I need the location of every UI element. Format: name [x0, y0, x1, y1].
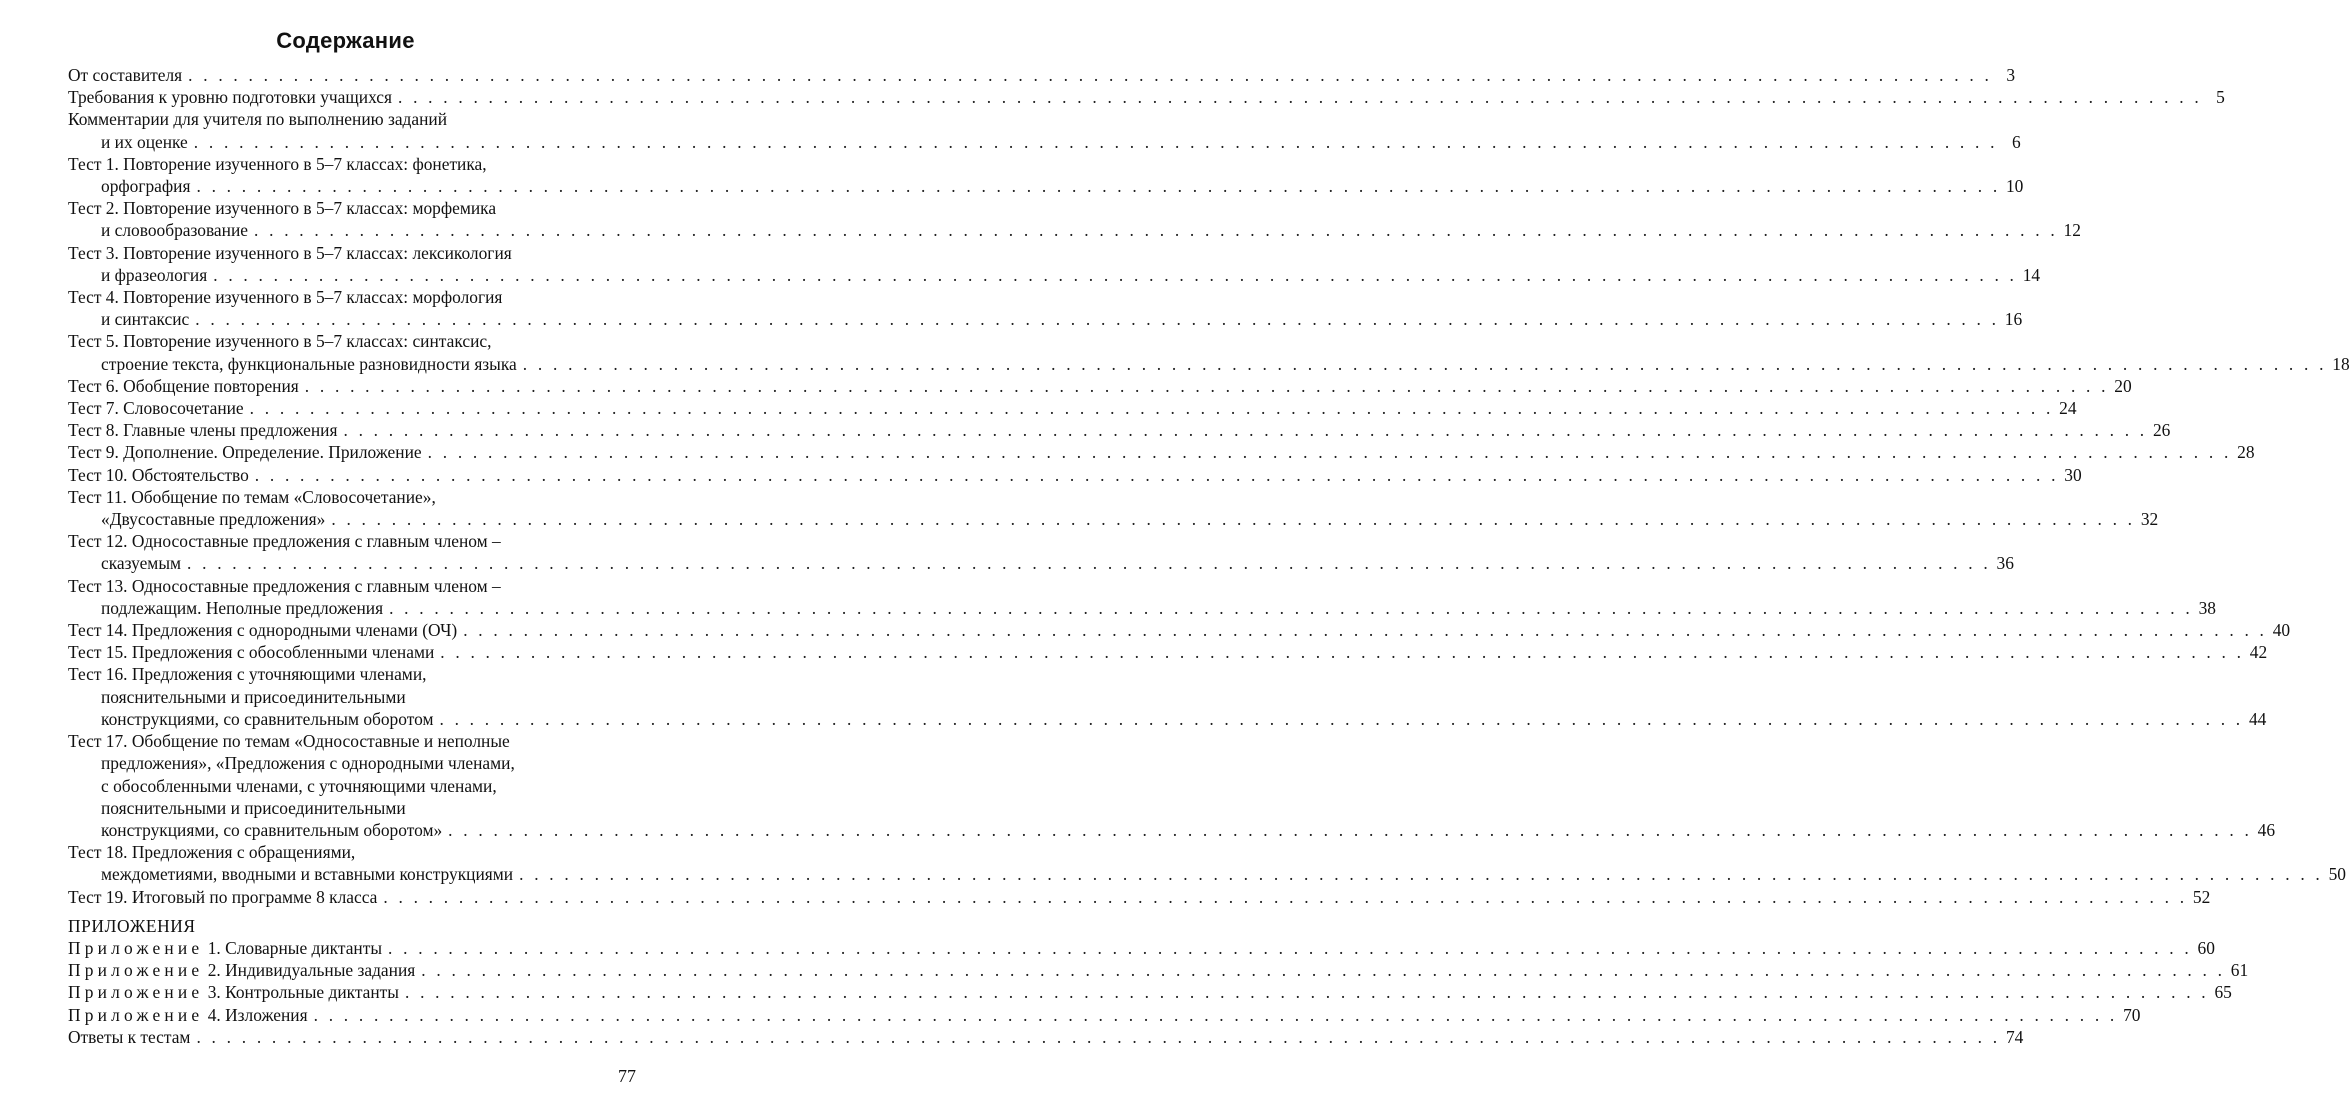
- toc-entry-row: [68, 708, 2267, 730]
- toc-entry-text: Тест 15. Предложения с обособленными членами: [68, 642, 435, 663]
- appendix-title: 2. Индивидуальные задания: [207, 960, 416, 981]
- dot-leader: . . . . . . . . . . . . . . . . . . . . . . . . . . . . . . . . . . . . . . . . . . . . . . . . . . . . . . . . . . . . . . . . . . . . . . . . . . . . . . . . . . . . . . . . . . . . . . . . . . . . . . . . . . . . . . . . . . . . . . . .: [304, 375, 2109, 396]
- toc-page-number: 16: [2004, 309, 2023, 330]
- answers-text: Ответы к тестам: [68, 1026, 191, 1047]
- appendix-entry: [68, 937, 2215, 959]
- dot-leader: . . . . . . . . . . . . . . . . . . . . . . . . . . . . . . . . . . . . . . . . . . . . . . . . . . . . . . . . . . . . . . . . . . . . . . . . . . . . . . . . . . . . . . . . . . . . . . . . . . . . . . . . . . . . . . . . . . . . . . . .: [188, 65, 1993, 85]
- toc-page-number: 38: [2198, 597, 2216, 618]
- dot-leader: . . . . . . . . . . . . . . . . . . . . . . . . . . . . . . . . . . . . . . . . . . . . . . . . . . . . . . . . . . . . . . . . . . . . . . . . . . . . . . . . . . . . . . . . . . . . . . . . . . . . . . . . . . . . . . . . . . . . . . . .: [193, 131, 1998, 152]
- dot-leader: . . . . . . . . . . . . . . . . . . . . . . . . . . . . . . . . . . . . . . . . . . . . . . . . . . . . . . . . . . . . . . . . . . . . . . . . . . . . . . . . . . . . . . . . . . . . . . . . . . . . . . . . . . . . . . . . . . . . . . . .: [427, 442, 2232, 463]
- toc-entry: [68, 375, 2132, 397]
- toc-entry-row: [68, 86, 2225, 108]
- toc-entry: [68, 641, 2268, 663]
- toc-page-number: 30: [2064, 464, 2082, 485]
- dot-leader: . . . . . . . . . . . . . . . . . . . . . . . . . . . . . . . . . . . . . . . . . . . . . . . . . . . . . . . . . . . . . . . . . . . . . . . . . . . . . . . . . . . . . . . . . . . . . . . . . . . . . . . . . . . . . . . . . . . . . . . .: [343, 420, 2148, 441]
- toc-page-number: 44: [2248, 708, 2267, 729]
- toc-entry-text: и их оценке: [101, 131, 188, 152]
- dot-leader: . . . . . . . . . . . . . . . . . . . . . . . . . . . . . . . . . . . . . . . . . . . . . . . . . . . . . . . . . . . . . . . . . . . . . . . . . . . . . . . . . . . . . . . . . . . . . . . . . . . . . . . . . . . . . . . . . . . . . . . .: [463, 620, 2268, 641]
- appendix-word: Приложение: [68, 1004, 204, 1025]
- toc-entry-text: Тест 14. Предложения с однородными членами (ОЧ): [68, 620, 458, 641]
- toc-entry-text: Тест 19. Итоговый по программе 8 класса: [68, 886, 378, 907]
- toc-page-number: 14: [2022, 264, 2041, 285]
- dot-leader: . . . . . . . . . . . . . . . . . . . . . . . . . . . . . . . . . . . . . . . . . . . . . . . . . . . . . . . . . . . . . . . . . . . . . . . . . . . . . . . . . . . . . . . . . . . . . . . . . . . . . . . . . . . . . . . . . . . . . . . .: [404, 982, 2209, 1003]
- toc-entry-text: Тест 8. Главные члены предложения: [68, 420, 338, 441]
- toc-entry-row: [68, 886, 2211, 908]
- dot-leader: . . . . . . . . . . . . . . . . . . . . . . . . . . . . . . . . . . . . . . . . . . . . . . . . . . . . . . . . . . . . . . . . . . . . . . . . . . . . . . . . . . . . . . . . . . . . . . . . . . . . . . . . . . . . . . . . . . . . . . . .: [187, 553, 1991, 574]
- toc-page-number: 74: [2005, 1026, 2024, 1047]
- toc-entry: [68, 197, 2081, 241]
- toc-entry: [68, 886, 2211, 908]
- toc-page-number: 40: [2272, 620, 2291, 641]
- toc-entry-text: конструкциями, со сравнительным оборотом: [101, 708, 434, 729]
- toc-page-number: 20: [2114, 375, 2132, 396]
- toc-entry-line: предложения», «Предложения с однородными членами,: [101, 753, 515, 774]
- toc-page-number: 28: [2237, 442, 2255, 463]
- appendix-word: Приложение: [68, 960, 204, 981]
- toc-entry: [68, 841, 2346, 885]
- toc-entry: [68, 486, 2159, 530]
- appendix-title: 3. Контрольные диктанты: [207, 982, 399, 1003]
- dot-leader: . . . . . . . . . . . . . . . . . . . . . . . . . . . . . . . . . . . . . . . . . . . . . . . . . . . . . . . . . . . . . . . . . . . . . . . . . . . . . . . . . . . . . . . . . . . . . . . . . . . . . . . . . . . . . . . . . . . . . . . .: [448, 819, 2253, 840]
- appendix-title: 4. Изложения: [207, 1004, 308, 1025]
- dot-leader: . . . . . . . . . . . . . . . . . . . . . . . . . . . . . . . . . . . . . . . . . . . . . . . . . . . . . . . . . . . . . . . . . . . . . . . . . . . . . . . . . . . . . . . . . . . . . . . . . . . . . . . . . . . . . . . . . . . . . . . .: [196, 176, 2001, 197]
- appendix-word: Приложение: [68, 937, 204, 958]
- toc-entry-text: Тест 7. Словосочетание: [68, 398, 244, 419]
- toc-entry: [68, 153, 2024, 197]
- toc-page-number: 65: [2214, 982, 2232, 1003]
- toc-entry-line: пояснительными и присоединительными: [101, 686, 406, 707]
- toc-entry-row: [68, 308, 2023, 330]
- appendix-entry-text: [68, 1004, 308, 1026]
- toc-entry-text: От составителя: [68, 65, 183, 85]
- toc-entry-line: Тест 1. Повторение изученного в 5–7 классах: фонетика,: [68, 153, 487, 174]
- dot-leader: . . . . . . . . . . . . . . . . . . . . . . . . . . . . . . . . . . . . . . . . . . . . . . . . . . . . . . . . . . . . . . . . . . . . . . . . . . . . . . . . . . . . . . . . . . . . . . . . . . . . . . . . . . . . . . . . . . . . . . . .: [195, 309, 2000, 330]
- dot-leader: . . . . . . . . . . . . . . . . . . . . . . . . . . . . . . . . . . . . . . . . . . . . . . . . . . . . . . . . . . . . . . . . . . . . . . . . . . . . . . . . . . . . . . . . . . . . . . . . . . . . . . . . . . . . . . . . . . . . . . . .: [254, 464, 2059, 485]
- toc-entry: [68, 242, 2041, 286]
- toc-page-number: 70: [2123, 1004, 2141, 1025]
- toc-page-number: 32: [2140, 509, 2159, 530]
- toc-entry-row: [68, 264, 2041, 286]
- toc-entry-row: [68, 64, 2016, 86]
- toc-entry-row: [68, 397, 2077, 419]
- appendix-heading: ПРИЛОЖЕНИЯ: [68, 915, 196, 936]
- toc-entry: [68, 575, 2216, 619]
- dot-leader: . . . . . . . . . . . . . . . . . . . . . . . . . . . . . . . . . . . . . . . . . . . . . . . . . . . . . . . . . . . . . . . . . . . . . . . . . . . . . . . . . . . . . . . . . . . . . . . . . . . . . . . . . . . . . . . . . . . . . . . .: [421, 960, 2226, 981]
- toc-entry-line: Тест 2. Повторение изученного в 5–7 классах: морфемика: [68, 198, 497, 219]
- toc-entry-text: междометиями, вводными и вставными конструкциями: [101, 864, 514, 885]
- toc-entry: [68, 397, 2077, 419]
- dot-leader: . . . . . . . . . . . . . . . . . . . . . . . . . . . . . . . . . . . . . . . . . . . . . . . . . . . . . . . . . . . . . . . . . . . . . . . . . . . . . . . . . . . . . . . . . . . . . . . . . . . . . . . . . . . . . . . . . . . . . . . .: [522, 353, 2327, 374]
- toc-entry-text: и словообразование: [101, 220, 248, 241]
- dot-leader: . . . . . . . . . . . . . . . . . . . . . . . . . . . . . . . . . . . . . . . . . . . . . . . . . . . . . . . . . . . . . . . . . . . . . . . . . . . . . . . . . . . . . . . . . . . . . . . . . . . . . . . . . . . . . . . . . . . . . . . .: [440, 642, 2245, 663]
- toc-entry-line: Тест 18. Предложения с обращениями,: [68, 842, 356, 863]
- toc-entry-text: и фразеология: [101, 264, 208, 285]
- dot-leader: . . . . . . . . . . . . . . . . . . . . . . . . . . . . . . . . . . . . . . . . . . . . . . . . . . . . . . . . . . . . . . . . . . . . . . . . . . . . . . . . . . . . . . . . . . . . . . . . . . . . . . . . . . . . . . . . . . . . . . . .: [519, 864, 2323, 885]
- toc-page-number: 3: [2006, 65, 2016, 85]
- toc-entry-text: подлежащим. Неполные предложения: [101, 597, 384, 618]
- dot-leader: . . . . . . . . . . . . . . . . . . . . . . . . . . . . . . . . . . . . . . . . . . . . . . . . . . . . . . . . . . . . . . . . . . . . . . . . . . . . . . . . . . . . . . . . . . . . . . . . . . . . . . . . . . . . . . . . . . . . . . . .: [388, 937, 2192, 958]
- toc-page-number: 6: [2011, 131, 2021, 152]
- appendix-entry-text: [68, 981, 399, 1003]
- appendix-title: 1. Словарные диктанты: [207, 937, 383, 958]
- toc-entry-row: [68, 597, 2216, 619]
- appendix-word: Приложение: [68, 982, 204, 1003]
- toc-page-number: 50: [2328, 864, 2346, 885]
- toc-entry-row: [68, 641, 2268, 663]
- toc-entry-line: Тест 11. Обобщение по темам «Словосочетание»,: [68, 486, 436, 507]
- toc-entry-text: «Двусоставные предложения»: [101, 509, 326, 530]
- toc-entry-row: [68, 219, 2081, 241]
- toc-page-number: 52: [2192, 886, 2211, 907]
- toc-entry-text: и синтаксис: [101, 309, 190, 330]
- toc-page-number: 46: [2257, 819, 2276, 840]
- page-title: Содержание: [276, 28, 415, 53]
- toc-entry-text: Тест 9. Дополнение. Определение. Приложение: [68, 442, 422, 463]
- table-of-contents: [68, 64, 2350, 1048]
- page-number: 77: [618, 1066, 636, 1086]
- toc-page-number: 42: [2249, 642, 2268, 663]
- dot-leader: . . . . . . . . . . . . . . . . . . . . . . . . . . . . . . . . . . . . . . . . . . . . . . . . . . . . . . . . . . . . . . . . . . . . . . . . . . . . . . . . . . . . . . . . . . . . . . . . . . . . . . . . . . . . . . . . . . . . . . . .: [383, 886, 2188, 907]
- toc-entry-text: Тест 6. Обобщение повторения: [68, 375, 299, 396]
- toc-entry-text: конструкциями, со сравнительным оборотом»: [101, 819, 443, 840]
- toc-entry-row: [68, 353, 2350, 375]
- toc-entry-text: Требования к уровню подготовки учащихся: [68, 87, 392, 108]
- toc-entry-row: [68, 131, 2021, 153]
- toc-entry-line: Тест 12. Односоставные предложения с главным членом –: [68, 531, 501, 552]
- toc-entry-line: с обособленными членами, с уточняющими членами,: [101, 775, 497, 796]
- toc-entry-row: [68, 175, 2024, 197]
- toc-entry-row: [68, 508, 2159, 530]
- toc-entry-line: Тест 13. Односоставные предложения с главным членом –: [68, 575, 501, 596]
- toc-page-number: 26: [2152, 420, 2171, 441]
- toc-entry: [68, 419, 2171, 441]
- dot-leader: . . . . . . . . . . . . . . . . . . . . . . . . . . . . . . . . . . . . . . . . . . . . . . . . . . . . . . . . . . . . . . . . . . . . . . . . . . . . . . . . . . . . . . . . . . . . . . . . . . . . . . . . . . . . . . . . . . . . . . . .: [196, 1026, 2001, 1047]
- toc-entry-row: [68, 863, 2346, 885]
- toc-entry-line: Комментарии для учителя по выполнению заданий: [68, 109, 448, 130]
- dot-leader: . . . . . . . . . . . . . . . . . . . . . . . . . . . . . . . . . . . . . . . . . . . . . . . . . . . . . . . . . . . . . . . . . . . . . . . . . . . . . . . . . . . . . . . . . . . . . . . . . . . . . . . . . . . . . . . . . . . . . . . .: [389, 597, 2193, 618]
- toc-entry: [68, 441, 2255, 463]
- dot-leader: . . . . . . . . . . . . . . . . . . . . . . . . . . . . . . . . . . . . . . . . . . . . . . . . . . . . . . . . . . . . . . . . . . . . . . . . . . . . . . . . . . . . . . . . . . . . . . . . . . . . . . . . . . . . . . . . . . . . . . . .: [439, 708, 2244, 729]
- appendix-entry-text: [68, 959, 415, 981]
- toc-entry-text: орфография: [101, 176, 191, 197]
- dot-leader: . . . . . . . . . . . . . . . . . . . . . . . . . . . . . . . . . . . . . . . . . . . . . . . . . . . . . . . . . . . . . . . . . . . . . . . . . . . . . . . . . . . . . . . . . . . . . . . . . . . . . . . . . . . . . . . . . . . . . . . .: [397, 87, 2202, 108]
- toc-entry-row: [68, 375, 2132, 397]
- toc-entry-line: Тест 4. Повторение изученного в 5–7 классах: морфология: [68, 287, 503, 308]
- appendix-entry: [68, 1004, 2141, 1026]
- toc-entry-row: [68, 464, 2082, 486]
- toc-page-number: 5: [2216, 87, 2225, 108]
- toc-entry: [68, 530, 2014, 574]
- appendix-entry-text: [68, 937, 382, 959]
- toc-entry: [68, 86, 2225, 108]
- toc-entry: [68, 464, 2082, 486]
- toc-entry: [68, 663, 2267, 730]
- toc-entry-text: сказуемым: [101, 553, 182, 574]
- appendix-entry: [68, 959, 2249, 981]
- toc-entry-text: Тест 10. Обстоятельство: [68, 464, 249, 485]
- toc-entry-row: [68, 819, 2276, 841]
- toc-entry-line: пояснительными и присоединительными: [101, 797, 406, 818]
- toc-entry: [68, 108, 2021, 152]
- toc-entry-line: Тест 5. Повторение изученного в 5–7 классах: синтаксис,: [68, 331, 492, 352]
- toc-page-number: 10: [2005, 176, 2024, 197]
- toc-entry-row: [68, 619, 2291, 641]
- dot-leader: . . . . . . . . . . . . . . . . . . . . . . . . . . . . . . . . . . . . . . . . . . . . . . . . . . . . . . . . . . . . . . . . . . . . . . . . . . . . . . . . . . . . . . . . . . . . . . . . . . . . . . . . . . . . . . . . . . . . . . . .: [254, 220, 2058, 241]
- toc-entry-row: [68, 552, 2014, 574]
- toc-entry-text: строение текста, функциональные разновидности языка: [101, 353, 517, 374]
- toc-page-number: 12: [2063, 220, 2081, 241]
- toc-page-number: 36: [1996, 553, 2014, 574]
- toc-entry-row: [68, 419, 2171, 441]
- toc-entry: [68, 286, 2023, 330]
- toc-entry-line: Тест 3. Повторение изученного в 5–7 классах: лексикология: [68, 242, 512, 263]
- toc-entry-line: Тест 16. Предложения с уточняющими членами,: [68, 664, 427, 685]
- dot-leader: . . . . . . . . . . . . . . . . . . . . . . . . . . . . . . . . . . . . . . . . . . . . . . . . . . . . . . . . . . . . . . . . . . . . . . . . . . . . . . . . . . . . . . . . . . . . . . . . . . . . . . . . . . . . . . . . . . . . . . . .: [213, 264, 2018, 285]
- dot-leader: . . . . . . . . . . . . . . . . . . . . . . . . . . . . . . . . . . . . . . . . . . . . . . . . . . . . . . . . . . . . . . . . . . . . . . . . . . . . . . . . . . . . . . . . . . . . . . . . . . . . . . . . . . . . . . . . . . . . . . . .: [331, 509, 2136, 530]
- answers-entry: [68, 1026, 2024, 1048]
- toc-page-number: 24: [2059, 398, 2077, 419]
- toc-entry: [68, 730, 2276, 841]
- toc-page-number: 18: [2332, 353, 2350, 374]
- toc-page-number: 61: [2230, 960, 2249, 981]
- toc-entry: [68, 64, 2016, 86]
- toc-entry: [68, 330, 2350, 374]
- appendix-entry: [68, 981, 2232, 1003]
- toc-entry: [68, 619, 2291, 641]
- toc-entry-line: Тест 17. Обобщение по темам «Односоставные и неполные: [68, 731, 510, 752]
- toc-page-number: 60: [2197, 937, 2215, 958]
- toc-entry-row: [68, 441, 2255, 463]
- dot-leader: . . . . . . . . . . . . . . . . . . . . . . . . . . . . . . . . . . . . . . . . . . . . . . . . . . . . . . . . . . . . . . . . . . . . . . . . . . . . . . . . . . . . . . . . . . . . . . . . . . . . . . . . . . . . . . . . . . . . . . . .: [313, 1004, 2118, 1025]
- dot-leader: . . . . . . . . . . . . . . . . . . . . . . . . . . . . . . . . . . . . . . . . . . . . . . . . . . . . . . . . . . . . . . . . . . . . . . . . . . . . . . . . . . . . . . . . . . . . . . . . . . . . . . . . . . . . . . . . . . . . . . . .: [249, 398, 2054, 419]
